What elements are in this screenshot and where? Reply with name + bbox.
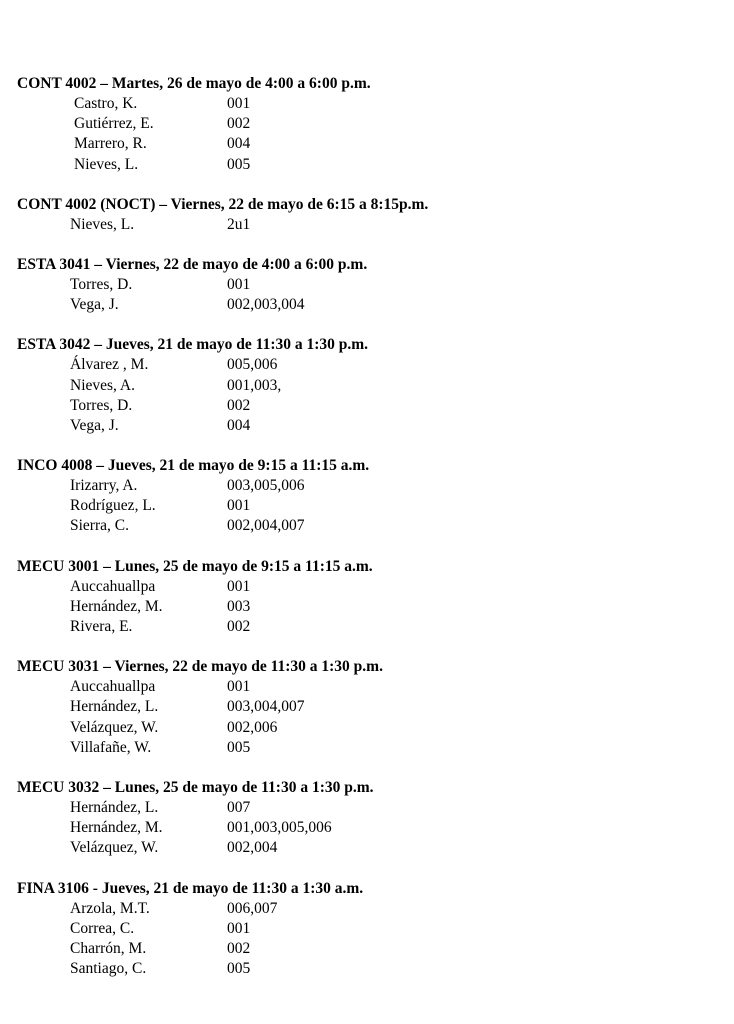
exam-section-cont-4002-noct: [17, 195, 717, 235]
professor-name: Rivera, E.: [70, 618, 133, 635]
section-heading: ESTA 3042 – Jueves, 21 de mayo de 11:30 a 1:30 p.m.: [17, 336, 369, 354]
professor-row: [17, 939, 717, 959]
section-codes: 006,007: [227, 899, 278, 917]
professor-name: Castro, K.: [74, 95, 138, 112]
professor-row: [17, 516, 717, 536]
section-codes: 002,006: [227, 718, 278, 736]
section-codes: 002: [227, 396, 251, 414]
section-codes: 003: [227, 597, 251, 615]
professor-row: [17, 94, 717, 114]
professor-row: [17, 295, 717, 315]
exam-section-esta-3042: [17, 335, 717, 436]
professor-row: [17, 677, 717, 697]
professor-row: [17, 959, 717, 979]
professor-name: Hernández, L.: [70, 798, 159, 816]
professor-name: Correa, C.: [70, 919, 135, 937]
professor-name: Nieves, L.: [74, 155, 139, 173]
professor-name: Charrón, M.: [70, 939, 147, 957]
professor-row: [17, 476, 717, 496]
professor-row: [17, 275, 717, 295]
professor-row: [17, 718, 717, 738]
section-heading: MECU 3031 – Viernes, 22 de mayo de 11:30 a 1:30 p.m.: [17, 658, 383, 676]
professor-name: Nieves, A.: [70, 376, 136, 394]
section-codes: 007: [227, 798, 251, 816]
professor-row: [17, 416, 717, 436]
section-codes: 005: [227, 960, 251, 978]
section-heading: MECU 3001 – Lunes, 25 de mayo de 9:15 a 11:15 a.m.: [17, 557, 373, 575]
exam-section-cont-4002: [17, 74, 717, 175]
section-heading: ESTA 3041 – Viernes, 22 de mayo de 4:00 a 6:00 p.m.: [17, 255, 368, 273]
professor-row: [17, 838, 717, 858]
professor-name: Velázquez, W.: [70, 718, 159, 736]
professor-name: Hernández, M.: [70, 597, 163, 615]
section-codes: 005: [227, 738, 251, 756]
section-heading: CONT 4002 – Martes, 26 de mayo de 4:00 a 6:00 p.m.: [17, 75, 371, 92]
section-heading: FINA 3106 - Jueves, 21 de mayo de 11:30 a 1:30 a.m.: [17, 879, 364, 897]
section-codes: 002,004,007: [227, 517, 305, 535]
section-codes: 001,003,005,006: [227, 819, 332, 837]
professor-row: [17, 155, 717, 175]
exam-section-mecu-3001: [17, 557, 717, 638]
section-heading: INCO 4008 – Jueves, 21 de mayo de 9:15 a 11:15 a.m.: [17, 457, 370, 475]
section-codes: 001: [227, 577, 251, 595]
section-codes: 001: [227, 95, 251, 112]
professor-name: Torres, D.: [70, 275, 133, 293]
section-codes: 005,006: [227, 356, 278, 374]
section-codes: 002: [227, 115, 251, 133]
professor-row: [17, 577, 717, 597]
professor-row: [17, 617, 717, 637]
section-codes: 001,003,: [227, 376, 282, 394]
professor-row: [17, 899, 717, 919]
professor-name: Nieves, L.: [70, 215, 135, 233]
professor-name: Torres, D.: [70, 396, 133, 414]
section-codes: 003,004,007: [227, 698, 305, 716]
section-codes: 002,003,004: [227, 296, 305, 314]
section-codes: 001: [227, 275, 251, 293]
professor-row: [17, 919, 717, 939]
professor-row: [17, 114, 717, 134]
section-heading: MECU 3032 – Lunes, 25 de mayo de 11:30 a 1:30 p.m.: [17, 778, 374, 796]
professor-name: Auccahuallpa: [70, 577, 156, 595]
professor-row: [17, 134, 717, 154]
section-codes: 002: [227, 618, 251, 635]
professor-row: [17, 496, 717, 516]
professor-name: Sierra, C.: [70, 517, 129, 535]
professor-name: Rodríguez, L.: [70, 497, 156, 515]
section-codes: 003,005,006: [227, 477, 305, 495]
professor-name: Arzola, M.T.: [70, 899, 150, 917]
professor-name: Auccahuallpa: [70, 678, 156, 696]
section-codes: 005: [227, 155, 251, 173]
professor-row: [17, 355, 717, 375]
professor-name: Hernández, M.: [70, 819, 163, 837]
professor-row: [17, 597, 717, 617]
exam-section-fina-3106: [17, 879, 717, 980]
exam-section-inco-4008: [17, 456, 717, 537]
section-heading: CONT 4002 (NOCT) – Viernes, 22 de mayo de 6:15 a 8:15p.m.: [17, 195, 429, 213]
professor-row: [17, 738, 717, 758]
professor-row: [17, 798, 717, 818]
professor-name: Gutiérrez, E.: [74, 115, 154, 133]
professor-name: Marrero, R.: [74, 135, 147, 153]
exam-schedule-document: [17, 74, 717, 999]
professor-name: Velázquez, W.: [70, 839, 159, 857]
professor-name: Santiago, C.: [70, 960, 147, 978]
professor-name: Vega, J.: [70, 296, 119, 314]
section-codes: 002,004: [227, 839, 278, 857]
exam-section-esta-3041: [17, 255, 717, 315]
section-codes: 004: [227, 135, 251, 153]
professor-name: Villafañe, W.: [70, 738, 152, 756]
professor-name: Hernández, L.: [70, 698, 159, 716]
professor-row: [17, 818, 717, 838]
section-codes: 001: [227, 919, 251, 937]
exam-section-mecu-3031: [17, 657, 717, 758]
professor-name: Vega, J.: [70, 416, 119, 434]
professor-row: [17, 396, 717, 416]
professor-row: [17, 215, 717, 235]
exam-section-mecu-3032: [17, 778, 717, 859]
section-codes: 2u1: [227, 215, 251, 233]
section-codes: 004: [227, 416, 251, 434]
professor-name: Álvarez , M.: [70, 356, 149, 374]
professor-row: [17, 697, 717, 717]
section-codes: 001: [227, 497, 251, 515]
professor-row: [17, 376, 717, 396]
section-codes: 001: [227, 678, 251, 696]
section-codes: 002: [227, 939, 251, 957]
professor-name: Irizarry, A.: [70, 477, 138, 495]
